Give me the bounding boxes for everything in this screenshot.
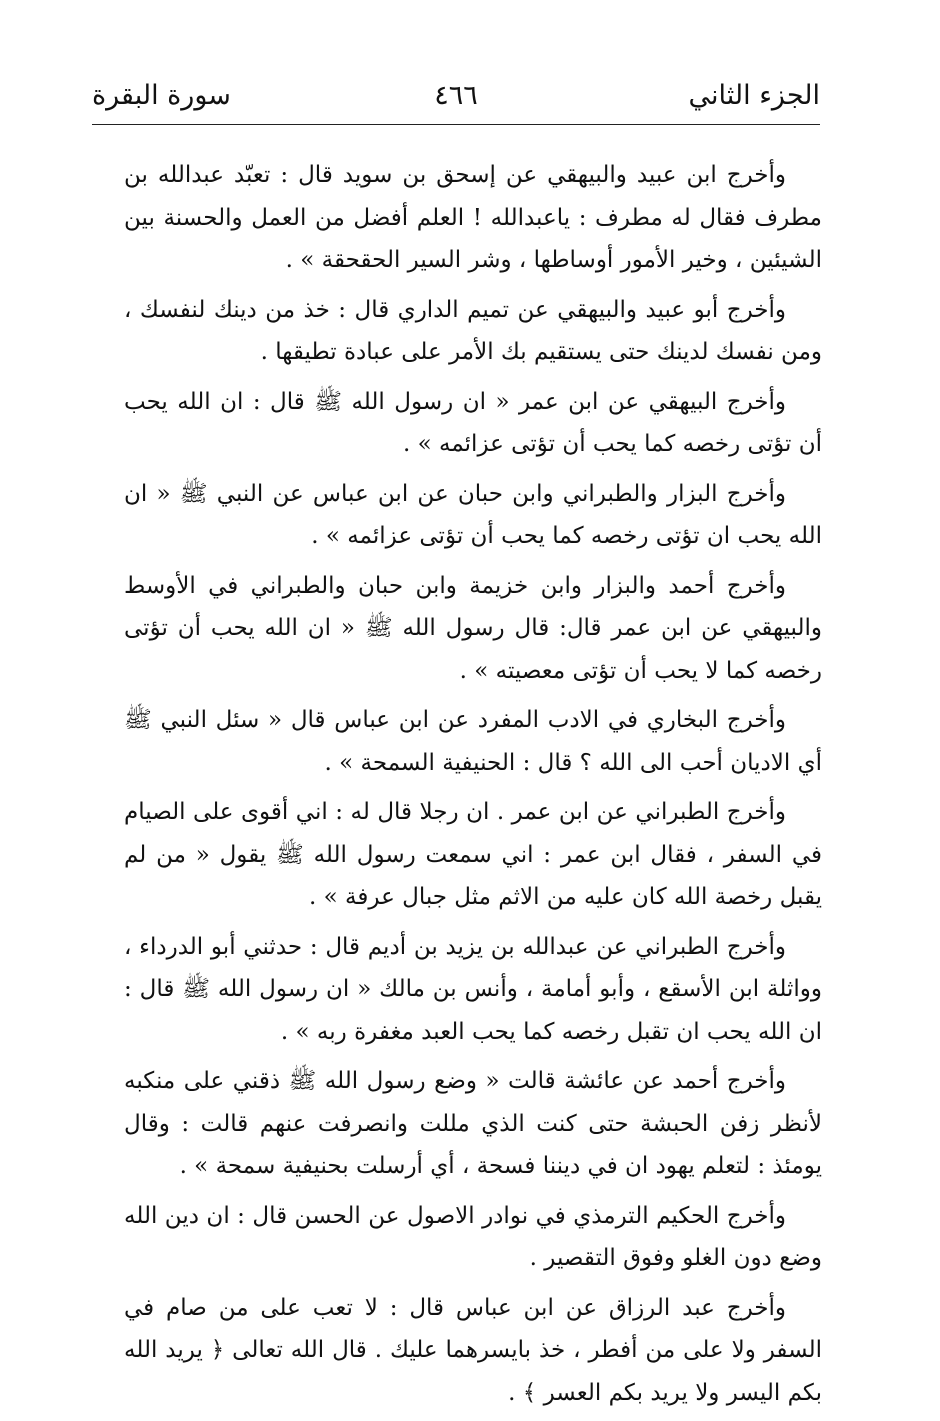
paragraph: وأخرج البزار والطبراني وابن حبان عن ابن عباس عن النبي ﷺ « ان الله يحب ان تؤتى رخصه كما يحب أن تؤتى عزائمه » . bbox=[124, 480, 822, 549]
paragraph: وأخرج أحمد والبزار وابن خزيمة وابن حبان والطبراني في الأوسط والبيهقي عن ابن عمر قال: قال رسول الله ﷺ « ان الله يحب أن تؤتى رخصه كما لا يحب أن تؤتى معصيته » . bbox=[124, 572, 822, 684]
paragraph: وأخرج البيهقي عن ابن عمر « ان رسول الله ﷺ قال : ان الله يحب أن تؤتى رخصه كما يحب أن تؤتى عزائمه » . bbox=[124, 388, 822, 457]
paragraph: وأخرج أحمد عن عائشة قالت « وضع رسول الله ﷺ ذقني على منكبه لأنظر زفن الحبشة حتى كنت الذي مللت وانصرفت عنهم قالت : وقال يومئذ : لتعلم يهود ان في ديننا فسحة ، أي أرسلت بحنيفية سمحة » . bbox=[124, 1068, 822, 1179]
paragraph: وأخرج الطبراني عن ابن عمر . ان رجلا قال له : اني أقوى على الصيام في السفر ، فقال ابن عمر : اني سمعت رسول الله ﷺ يقول « من لم يقبل رخصة الله كان عليه من الاثم مثل جبال عرفة » . bbox=[124, 799, 822, 910]
paragraph: وأخرج الطبراني عن عبدالله بن يزيد بن أديم قال : حدثني أبو الدرداء ، وواثلة ابن الأسقع ، وأبو أمامة ، وأنس بن مالك « ان رسول الله ﷺ قال : ان الله يحب ان تقبل رخصه كما يحب العبد مغفرة ربه » . bbox=[124, 933, 822, 1045]
page-number: ٤٦٦ bbox=[434, 80, 478, 111]
surah-title: سورة البقرة bbox=[92, 80, 231, 111]
page-body bbox=[124, 154, 822, 1421]
volume-title: الجزء الثاني bbox=[688, 80, 820, 111]
paragraph: وأخرج أبو عبيد والبيهقي عن تميم الداري قال : خذ من دينك لنفسك ، ومن نفسك لدينك حتى يستقيم بك الأمر على عبادة تطيقها . bbox=[124, 296, 822, 365]
page-header bbox=[92, 78, 820, 118]
paragraph: وأخرج ابن عبيد والبيهقي عن إسحق بن سويد قال : تعبّد عبدالله بن مطرف فقال له مطرف : ياعبدالله ! العلم أفضل من العمل والحسنة بين الشيئين ، وخير الأمور أوساطها ، وشر السير الحقحقة » . bbox=[124, 162, 822, 273]
paragraph: وأخرج الحكيم الترمذي في نوادر الاصول عن الحسن قال : ان دين الله وضع دون الغلو وفوق التقصير . bbox=[124, 1202, 822, 1271]
paragraph: وأخرج عبد الرزاق عن ابن عباس قال : لا تعب على من صام في السفر ولا على من أفطر ، خذ بايسرهما عليك . قال الله تعالى ﴿ يريد الله بكم اليسر ولا يريد بكم العسر ﴾ . bbox=[124, 1294, 822, 1406]
paragraph: وأخرج البخاري في الادب المفرد عن ابن عباس قال « سئل النبي ﷺ أي الاديان أحب الى الله ؟ قال : الحنيفية السمحة » . bbox=[124, 707, 822, 776]
header-rule bbox=[92, 124, 820, 125]
